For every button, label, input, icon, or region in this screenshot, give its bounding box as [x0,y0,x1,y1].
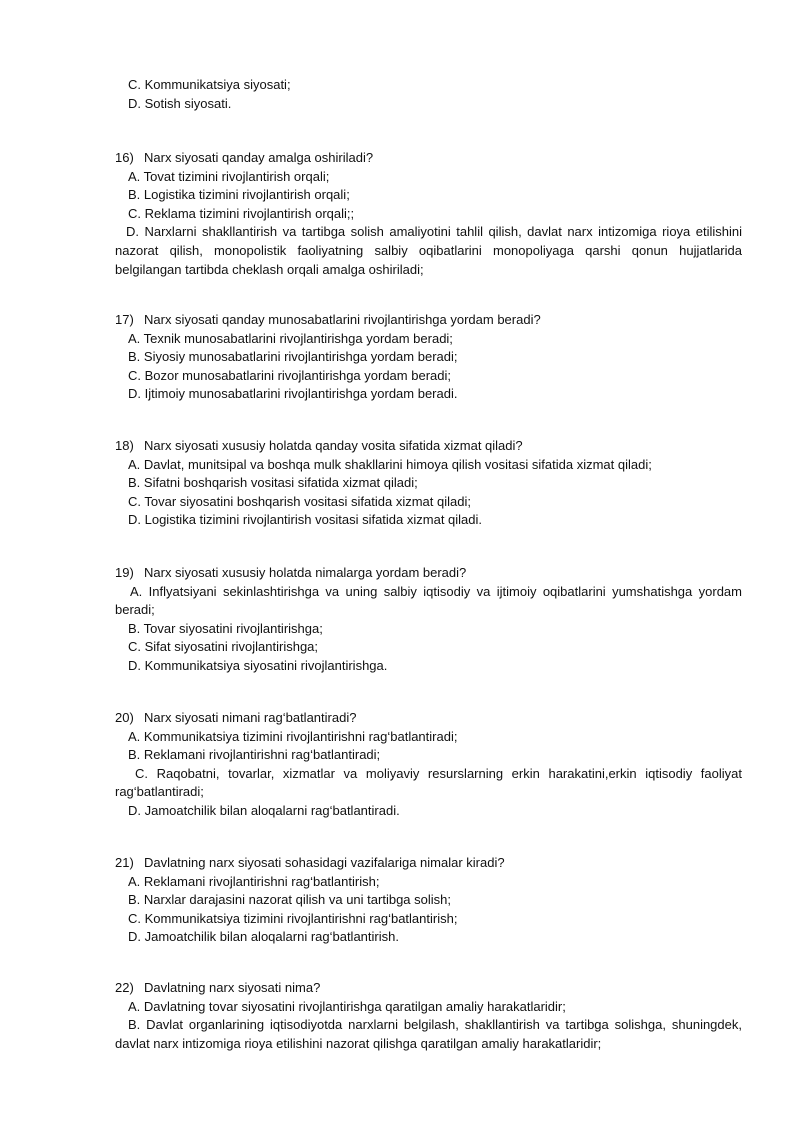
question-number: 21) [115,855,134,870]
option-b: B. Tovar siyosatini rivojlantirishga; [128,620,323,636]
option-d: D. Narxlarni shakllantirish va tartibga solish amaliyotini tahlil qilish, davlat narx intizomiga rioya etilishini [126,224,742,240]
question-text: 19) Narx siyosati xususiy holatda nimalarga yordam beradi? [115,564,742,583]
option-c: C. Tovar siyosatini boshqarish vositasi sifatida xizmat qiladi; [128,493,471,509]
question-text: 22) Davlatning narx siyosati nima? [115,979,742,998]
option-c: C. Bozor munosabatlarini rivojlantirishga yordam beradi; [128,367,451,383]
option-a: A. Davlat, munitsipal va boshqa mulk shakllarini himoya qilish vositasi sifatida xizmat qiladi; [128,456,652,472]
option-c: C. Reklama tizimini rivojlantirish orqali;; [128,205,355,221]
question-16 [115,149,742,279]
option-c: C. Kommunikatsiya siyosati; [128,77,291,92]
option-a: A. Texnik munosabatlarini rivojlantirishga yordam beradi; [128,330,453,346]
option-c: C. Sifat siyosatini rivojlantirishga; [128,639,319,655]
option-d: D. Kommunikatsiya siyosatini rivojlantirishga. [128,657,388,673]
option-a: A. Davlatning tovar siyosatini rivojlantirishga qaratilgan amaliy harakatlaridir; [128,998,566,1014]
option-d: D. Jamoatchilik bilan aloqalarni rag‘batlantiradi. [128,802,400,818]
option-a: A. Inflyatsiyani sekinlashtirishga va uning salbiy iqtisodiy va ijtimoiy oqibatlarini yumshatishga yordam [130,583,742,599]
option-b-cont: davlat narx intizomiga rioya etilishini nazorat qilishga qaratilgan amaliy harakatlaridir; [115,1035,602,1051]
question-19 [115,564,742,676]
option-b: B. Davlat organlarining iqtisodiyotda narxlarni belgilash, shakllantirish va tartibga solishga, shuningdek, [128,1017,742,1033]
question-text: 18) Narx siyosati xususiy holatda qanday vosita sifatida xizmat qiladi? [115,437,742,456]
question-number: 18) [115,438,134,453]
option-c: C. Raqobatni, tovarlar, xizmatlar va moliyaviy resurslarning erkin harakatini,erkin iqtisodiy faoliyat [135,765,742,781]
option-d: D. Jamoatchilik bilan aloqalarni rag‘batlantirish. [128,929,399,945]
option-d: D. Ijtimoiy munosabatlarini rivojlantirishga yordam beradi. [128,386,458,402]
option-b: B. Narxlar darajasini nazorat qilish va uni tartibga solish; [128,892,451,908]
question-number: 22) [115,980,134,995]
option-d: D. Logistika tizimini rivojlantirish vositasi sifatida xizmat qiladi. [128,512,483,528]
question-text: 16) Narx siyosati qanday amalga oshiriladi? [115,149,742,168]
option-a: A. Tovat tizimini rivojlantirish orqali; [128,168,330,184]
option-d: D. Sotish siyosati. [128,95,232,111]
question-number: 19) [115,565,134,580]
question-text: 17) Narx siyosati qanday munosabatlarini rivojlantirishga yordam beradi? [115,311,742,330]
question-17 [115,311,742,404]
option-a: A. Reklamani rivojlantirishni rag‘batlantirish; [128,873,380,889]
option-d-cont: belgilangan tartibda cheklash orqali amalga oshiriladi; [115,261,424,277]
option-c: C. Kommunikatsiya tizimini rivojlantirishni rag‘batlantirish; [128,910,458,926]
question-18 [115,437,742,530]
question-15-tail [115,76,742,113]
question-22 [115,979,742,1053]
question-number: 17) [115,312,134,327]
option-b: B. Reklamani rivojlantirishni rag‘batlantiradi; [128,747,381,763]
question-number: 16) [115,150,134,165]
question-text: 21) Davlatning narx siyosati sohasidagi vazifalariga nimalar kiradi? [115,854,742,873]
question-21 [115,854,742,947]
option-d-cont: nazorat qilish, monopolistik faoliyatning salbiy oqibatlarini monopoliyaga qarshi qonun hujjatlarida [115,242,742,258]
question-number: 20) [115,710,134,725]
question-20 [115,709,742,821]
option-b: B. Sifatni boshqarish vositasi sifatida xizmat qiladi; [128,475,418,491]
option-a-cont: beradi; [115,602,155,618]
option-b: B. Siyosiy munosabatlarini rivojlantirishga yordam beradi; [128,349,458,365]
question-text: 20) Narx siyosati nimani rag‘batlantiradi? [115,709,742,728]
option-b: B. Logistika tizimini rivojlantirish orqali; [128,187,350,203]
option-a: A. Kommunikatsiya tizimini rivojlantirishni rag‘batlantiradi; [128,728,458,744]
option-c-cont: rag‘batlantiradi; [115,784,204,800]
